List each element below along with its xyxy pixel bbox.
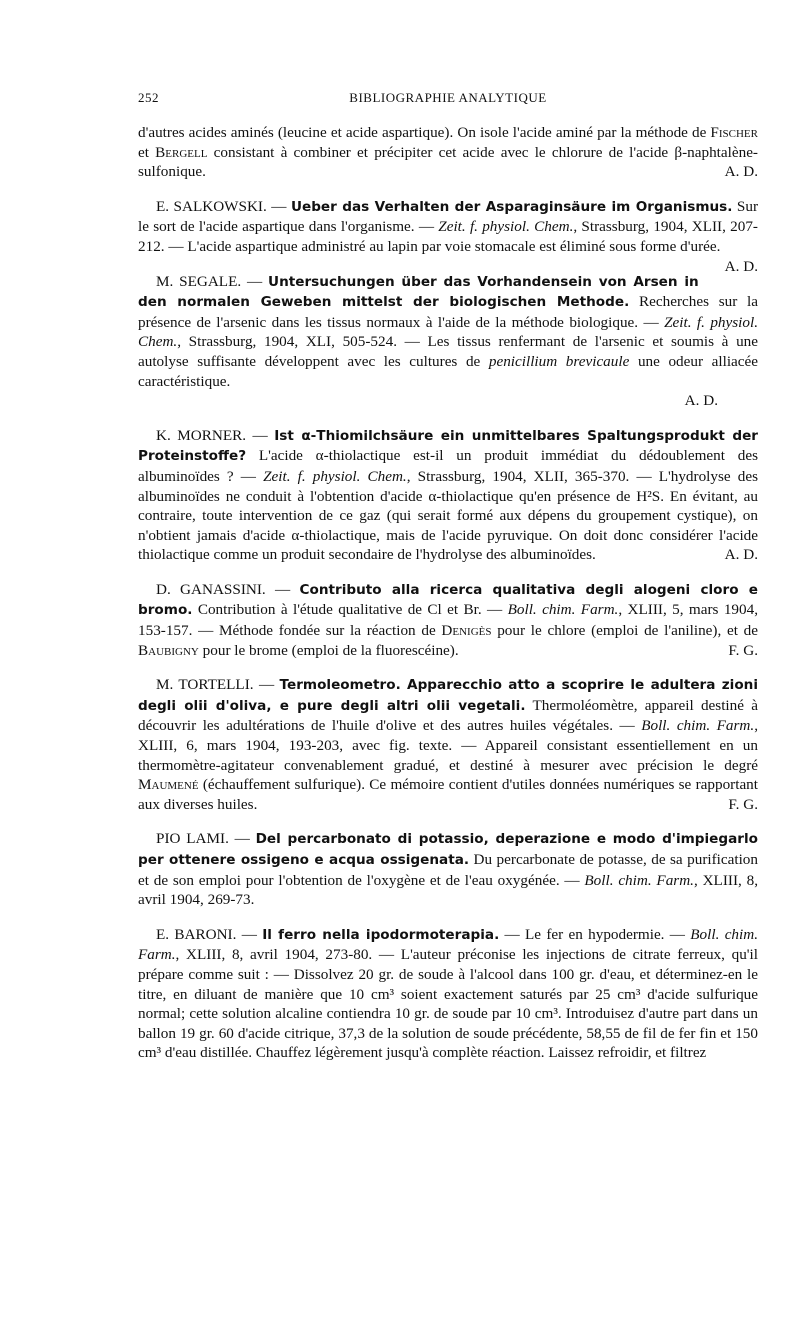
entry-author: M. SEGALE. <box>156 272 242 290</box>
entry-text: M. TORTELLI. — Termoleometro. Apparecchio atto a scoprire le adultera zioni degli olii d'oliva, e pure degli altri olii vegetali. Thermoléomètre, appareil destiné à découvrir les adultérations de l'huile d'olive et des autres huiles végétales. — Boll. chim. Farm., XLIII, 6, mars 1904, 193-203, avec fig. texte. — Appareil consistant essentiellement en un thermomètre-agitateur convenablement gradué, et destiné à mesurer avec précision le degré Maumené (échauffement sulfurique). Ce mémoire contient d'utiles données numériques se rapportant aux diverses huiles. F. G. <box>138 676 758 813</box>
entry-title: Del percarbonato di potassio, deperazione e modo d'impiegarlo per ottenere ossigeno e acqua ossigenata. <box>138 831 759 868</box>
entry-author: E. BARONI. <box>156 925 237 943</box>
reviewer-initials: A. D. <box>724 163 758 181</box>
entry-title: Ist α-Thiomilchsäure ein unmittelbares Spaltungsprodukt der Proteinstoffe? <box>138 427 758 465</box>
reviewer-initials: F. G. <box>728 795 758 813</box>
cited-name: Maumené <box>138 776 199 794</box>
journal-name: Zeit. f. physiol. Chem. <box>263 467 407 485</box>
entry-text: M. SEGALE. — Untersuchungen über das Vorhandensein von Arsen in den normalen Geweben mittelst der biologischen Methode. Recherches sur la présence de l'arsenic dans les tissus normaux à l'aide de la méthode biologique. — Zeit. f. physiol. Chem., Strassburg, 1904, XLI, 505-524. — Les tissus renfermant de l'arsenic et soumis à une autolyse suffisante développent avec les cultures de penicillium brevicaule une odeur alliacée caractéristique. A. D. <box>138 272 759 410</box>
page-header <box>138 90 758 110</box>
journal-name: Boll. chim. Farm. <box>584 871 694 889</box>
entry-text: D. GANASSINI. — Contributo alla ricerca qualitativa degli alogeni cloro e bromo. Contribution à l'étude qualitative de Cl et Br. — Boll. chim. Farm., XLIII, 5, mars 1904, 153-157. — Méthode fondée sur la réaction de Denigès pour le chlore (emploi de l'aniline), et de Baubigny pour le brome (emploi de la fluorescéine). F. G. <box>138 580 759 659</box>
entry-title: Untersuchungen über das Vorhandensein von Arsen in den normalen Geweben mittelst der biologischen Methode. <box>138 273 699 311</box>
entry-text: E. SALKOWSKI. — Ueber das Verhalten der Asparaginsäure im Organismus. Sur le sort de l'acide aspartique dans l'organisme. — Zeit. f. physiol. Chem., Strassburg, 1904, XLII, 207-212. — L'acide aspartique administré au lapin par voie stomacale est éliminé sous forme d'urée. A. D. <box>138 197 758 275</box>
entry-title: Contributo alla ricerca qualitativa degli alogeni cloro e bromo. <box>138 581 759 619</box>
reviewer-initials: A. D. <box>724 257 758 275</box>
bibliography-entry <box>138 925 758 1063</box>
entry-author: PIO LAMI. <box>156 830 229 848</box>
entry-author: D. GANASSINI. <box>156 580 266 598</box>
cited-name: Baubigny <box>138 641 199 659</box>
bibliography-entry <box>138 829 758 909</box>
bibliography-entry <box>138 675 758 814</box>
page-number: 252 <box>138 90 159 105</box>
continuation-text: d'autres acides aminés (leucine et acide aspartique). On isole l'acide aminé par la méthode de Fischer et Bergell consistant à combiner et précipiter cet acide avec le chlorure de l'acide β-naphtalène-sulfonique. A. D. <box>138 124 758 181</box>
bibliography-entry <box>138 580 758 660</box>
entry-text: E. BARONI. — Il ferro nella ipodormoterapia. — Le fer en hypodermie. — Boll. chim. Farm., XLIII, 8, avril 1904, 273-80. — L'auteur préconise les injections de citrate ferreux, qu'il prépare comme suit : — Dissolvez 20 gr. de soude à l'alcool dans 100 gr. d'eau, et déterminez-en le titre, en diluant de manière que 10 cm³ soient exactement saturés par 25 cm³ d'acide sulfurique normal; cette solution alcaline contiendra 10 gr. de soude par 10 cm³. Introduisez d'autre part dans un ballon 19 gr. 60 d'acide citrique, 37,3 de la solution de soude précédente, 58,55 de fil de fer fin et 150 cm³ d'eau distillée. Chauffez légèrement jusqu'à complète réaction. Laissez refroidir, et filtrez <box>138 925 759 1062</box>
entry-title: Ueber das Verhalten der Asparaginsäure im Organismus. <box>290 198 733 215</box>
cited-name: Denigès <box>441 622 492 640</box>
entry-author: E. SALKOWSKI. <box>156 197 267 215</box>
bibliography-entry <box>138 197 758 275</box>
continuation-paragraph <box>138 123 758 182</box>
journal-name: Zeit. f. physiol. Chem. <box>138 313 758 351</box>
entry-author: K. MORNER. <box>156 426 247 444</box>
running-head: BIBLIOGRAPHIE ANALYTIQUE <box>349 90 547 105</box>
reviewer-initials: F. G. <box>728 641 758 659</box>
species-name: penicillium brevicaule <box>488 352 630 370</box>
entry-author: M. TORTELLI. <box>156 676 254 694</box>
entry-text: PIO LAMI. — Del percarbonato di potassio, deperazione e modo d'impiegarlo per ottenere ossigeno e acqua ossigenata. Du percarbonate de potasse, de sa purification et de son emploi pour l'obtention de l'oxygène et de l'eau oxygénée. — Boll. chim. Farm., XLIII, 8, avril 1904, 269-73. <box>138 830 759 909</box>
entry-title: Il ferro nella ipodormoterapia. <box>262 926 500 943</box>
entry-text: K. MORNER. — Ist α-Thiomilchsäure ein unmittelbares Spaltungsprodukt der Proteinstoffe? L'acide α-thiolactique est-il un produit immédiat du dédoublement des albuminoïdes ? — Zeit. f. physiol. Chem., Strassburg, 1904, XLII, 365-370. — L'hydrolyse des albuminoïdes ne conduit à l'obtention d'acide α-thiolactique qu'en présence de H²S. En évitant, au contraire, toute intervention de ce gaz (qui serait formé aux dépens du groupement cystique), on n'obtient jamais d'acide α-thiolactique, mais de l'acide pyruvique. On doit donc considérer l'acide thiolactique comme un produit secondaire de l'hydrolyse des albuminoïdes. A. D. <box>138 426 758 564</box>
bibliography-entry <box>138 426 758 565</box>
journal-name: Boll. chim. Farm. <box>138 925 759 964</box>
journal-name: Boll. chim. Farm. <box>507 601 619 619</box>
journal-name: Boll. chim. Farm. <box>641 717 755 735</box>
entry-title: Termoleometro. Apparecchio atto a scoprire le adultera zioni degli olii d'oliva, e pure degli altri olii vegetali. <box>138 677 758 714</box>
page-body <box>138 123 758 1078</box>
journal-name: Zeit. f. physiol. Chem. <box>438 218 574 236</box>
reviewer-initials: A. D. <box>684 392 718 410</box>
bibliography-entry <box>138 272 758 411</box>
reviewer-initials: A. D. <box>724 546 758 564</box>
